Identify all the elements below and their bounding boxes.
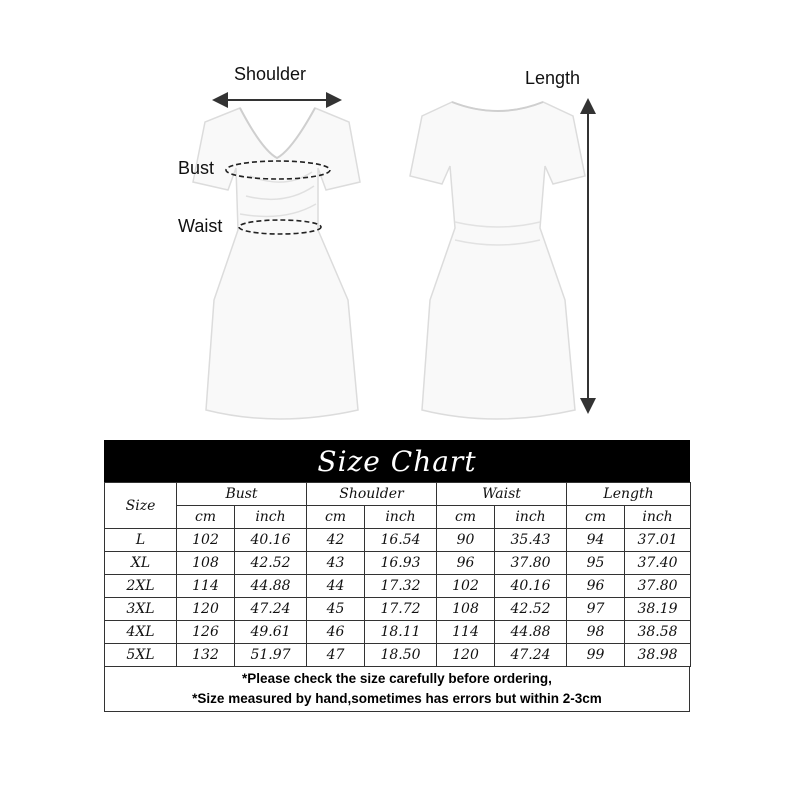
value-cell: 120 bbox=[177, 598, 235, 621]
size-chart bbox=[104, 440, 690, 712]
value-cell: 47 bbox=[307, 644, 365, 667]
length-label: Length bbox=[525, 68, 581, 88]
value-cell: 114 bbox=[437, 621, 495, 644]
size-row bbox=[105, 621, 691, 644]
size-cell: 4XL bbox=[105, 621, 177, 644]
value-cell: 16.54 bbox=[365, 529, 437, 552]
value-cell: 17.72 bbox=[365, 598, 437, 621]
value-cell: 40.16 bbox=[235, 529, 307, 552]
value-cell: 94 bbox=[567, 529, 625, 552]
unit-header: inch bbox=[235, 506, 307, 529]
size-chart-title: Size Chart bbox=[104, 440, 690, 482]
value-cell: 42.52 bbox=[235, 552, 307, 575]
value-cell: 102 bbox=[437, 575, 495, 598]
value-cell: 37.40 bbox=[625, 552, 691, 575]
bust-label: Bust bbox=[178, 158, 215, 178]
dress-front bbox=[193, 108, 360, 419]
size-cell: XL bbox=[105, 552, 177, 575]
value-cell: 46 bbox=[307, 621, 365, 644]
shoulder-label: Shoulder bbox=[234, 64, 307, 84]
unit-header: cm bbox=[307, 506, 365, 529]
value-cell: 37.01 bbox=[625, 529, 691, 552]
value-cell: 45 bbox=[307, 598, 365, 621]
value-cell: 95 bbox=[567, 552, 625, 575]
value-cell: 49.61 bbox=[235, 621, 307, 644]
value-cell: 90 bbox=[437, 529, 495, 552]
unit-header: cm bbox=[567, 506, 625, 529]
value-cell: 108 bbox=[177, 552, 235, 575]
size-cell: 5XL bbox=[105, 644, 177, 667]
size-row bbox=[105, 644, 691, 667]
size-column-header: Size bbox=[105, 483, 177, 529]
value-cell: 16.93 bbox=[365, 552, 437, 575]
bust-header: Bust bbox=[177, 483, 307, 506]
value-cell: 38.58 bbox=[625, 621, 691, 644]
value-cell: 43 bbox=[307, 552, 365, 575]
value-cell: 120 bbox=[437, 644, 495, 667]
value-cell: 44 bbox=[307, 575, 365, 598]
unit-header: cm bbox=[177, 506, 235, 529]
size-row bbox=[105, 598, 691, 621]
waist-header: Waist bbox=[437, 483, 567, 506]
value-cell: 42 bbox=[307, 529, 365, 552]
unit-header: inch bbox=[625, 506, 691, 529]
value-cell: 42.52 bbox=[495, 598, 567, 621]
shoulder-header: Shoulder bbox=[307, 483, 437, 506]
value-cell: 47.24 bbox=[495, 644, 567, 667]
value-cell: 38.98 bbox=[625, 644, 691, 667]
size-notes bbox=[104, 667, 690, 712]
unit-header: cm bbox=[437, 506, 495, 529]
value-cell: 37.80 bbox=[625, 575, 691, 598]
value-cell: 132 bbox=[177, 644, 235, 667]
value-cell: 97 bbox=[567, 598, 625, 621]
unit-header: inch bbox=[365, 506, 437, 529]
waist-label: Waist bbox=[178, 216, 223, 236]
value-cell: 44.88 bbox=[495, 621, 567, 644]
value-cell: 126 bbox=[177, 621, 235, 644]
size-row bbox=[105, 552, 691, 575]
value-cell: 35.43 bbox=[495, 529, 567, 552]
dress-back bbox=[410, 102, 585, 419]
value-cell: 96 bbox=[437, 552, 495, 575]
value-cell: 114 bbox=[177, 575, 235, 598]
unit-header-row bbox=[105, 506, 691, 529]
size-cell: L bbox=[105, 529, 177, 552]
value-cell: 47.24 bbox=[235, 598, 307, 621]
value-cell: 44.88 bbox=[235, 575, 307, 598]
size-cell: 3XL bbox=[105, 598, 177, 621]
value-cell: 99 bbox=[567, 644, 625, 667]
size-table bbox=[104, 482, 691, 667]
size-row bbox=[105, 575, 691, 598]
size-row bbox=[105, 529, 691, 552]
note-line: *Size measured by hand,sometimes has errors but within 2-3cm bbox=[192, 691, 602, 706]
value-cell: 96 bbox=[567, 575, 625, 598]
value-cell: 18.11 bbox=[365, 621, 437, 644]
value-cell: 108 bbox=[437, 598, 495, 621]
value-cell: 51.97 bbox=[235, 644, 307, 667]
value-cell: 38.19 bbox=[625, 598, 691, 621]
group-header-row bbox=[105, 483, 691, 506]
value-cell: 18.50 bbox=[365, 644, 437, 667]
size-cell: 2XL bbox=[105, 575, 177, 598]
value-cell: 37.80 bbox=[495, 552, 567, 575]
value-cell: 17.32 bbox=[365, 575, 437, 598]
length-header: Length bbox=[567, 483, 691, 506]
value-cell: 98 bbox=[567, 621, 625, 644]
note-line: *Please check the size carefully before ordering, bbox=[242, 671, 552, 686]
unit-header: inch bbox=[495, 506, 567, 529]
value-cell: 40.16 bbox=[495, 575, 567, 598]
value-cell: 102 bbox=[177, 529, 235, 552]
